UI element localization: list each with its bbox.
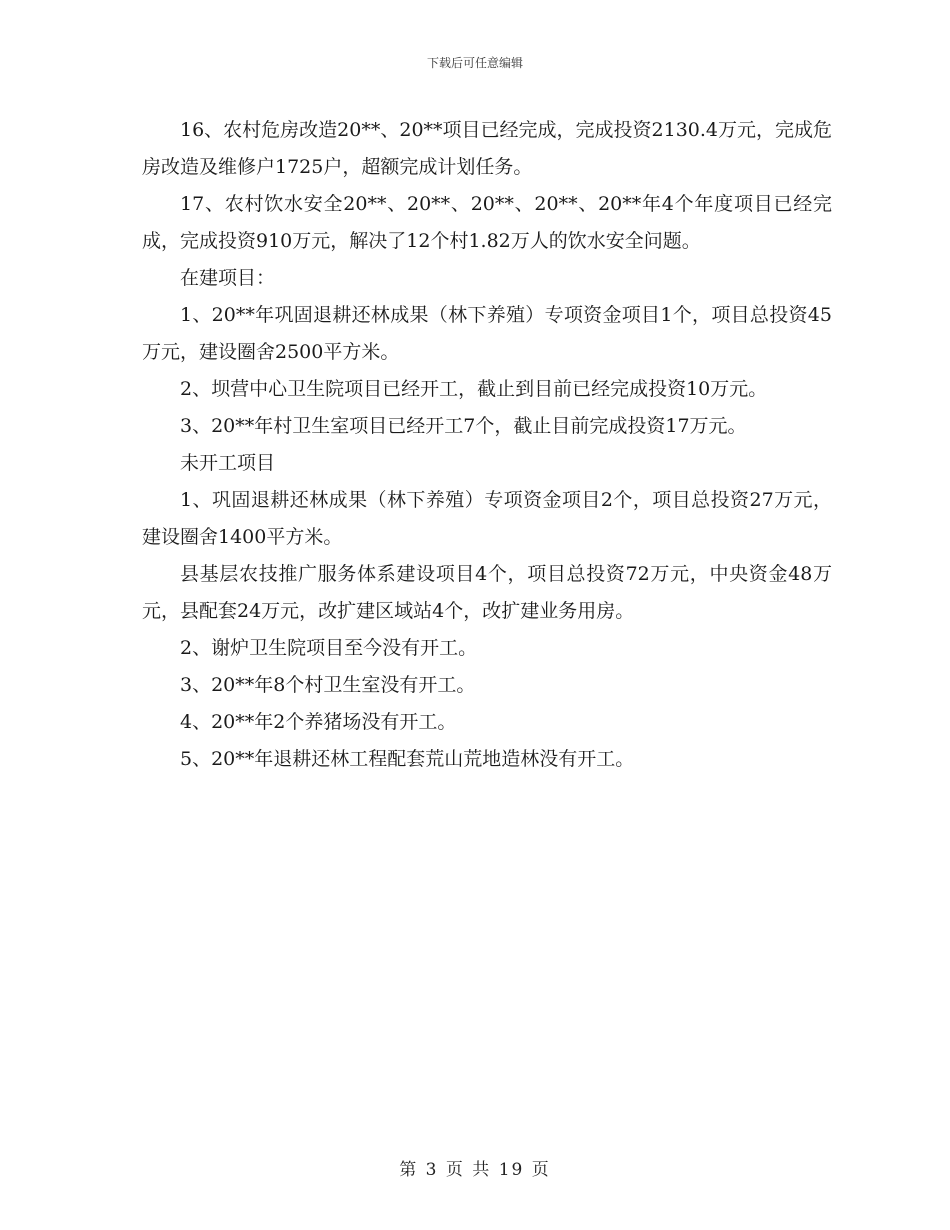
- paragraph-drinking-water: 17、农村饮水安全20**、20**、20**、20**、20**年4个年度项目已经完成，完成投资910万元，解决了12个村1.82万人的饮水安全问题。: [142, 193, 832, 252]
- paragraph-rural-housing: 16、农村危房改造20**、20**项目已经完成，完成投资2130.4万元，完成危房改造及维修户1725户，超额完成计划任务。: [142, 119, 833, 178]
- paragraph-agri-tech-system: 县基层农技推广服务体系建设项目4个，项目总投资72万元，中央资金48万元，县配套24万元，改扩建区域站4个，改扩建业务用房。: [142, 563, 832, 622]
- page-header: 下载后可任意编辑: [426, 56, 523, 70]
- paragraph-under-construction-3: 3、20**年村卫生室项目已经开工7个，截止目前完成投资17万元。: [180, 415, 747, 437]
- section-heading-under-construction: 在建项目：: [180, 267, 276, 289]
- paragraph-not-started-3: 3、20**年8个村卫生室没有开工。: [180, 674, 476, 696]
- paragraph-not-started-5: 5、20**年退耕还林工程配套荒山荒地造林没有开工。: [180, 748, 635, 770]
- paragraph-under-construction-1: 1、20**年巩固退耕还林成果（林下养殖）专项资金项目1个，项目总投资45万元，建设圈舍2500平方米。: [142, 304, 832, 363]
- page-footer: 第 3 页 共 19 页: [399, 1160, 551, 1180]
- document-body: [142, 112, 832, 778]
- paragraph-not-started-2: 2、谢炉卫生院项目至今没有开工。: [180, 637, 478, 659]
- paragraph-not-started-1: 1、巩固退耕还林成果（林下养殖）专项资金项目2个，项目总投资27万元，建设圈舍1400平方米。: [142, 489, 832, 548]
- section-heading-not-started: 未开工项目: [180, 452, 276, 474]
- paragraph-not-started-4: 4、20**年2个养猪场没有开工。: [180, 711, 457, 733]
- paragraph-under-construction-2: 2、坝营中心卫生院项目已经开工，截止到目前已经完成投资10万元。: [180, 378, 768, 400]
